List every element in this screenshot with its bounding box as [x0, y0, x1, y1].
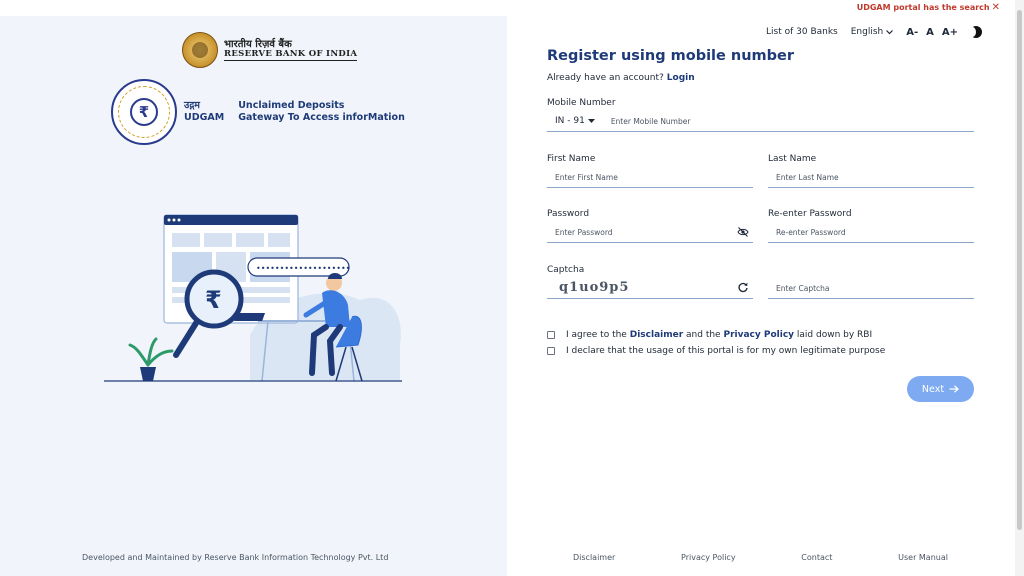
udgam-emblem-icon [111, 79, 177, 145]
country-code-value: IN - 91 [555, 116, 585, 126]
first-name-field [547, 167, 753, 188]
mobile-number-group [547, 111, 974, 132]
disclaimer-link[interactable]: Disclaimer [629, 330, 684, 340]
footer-link-contact[interactable]: Contact [801, 553, 833, 562]
arrow-right-icon [949, 385, 959, 393]
language-select[interactable] [851, 27, 894, 37]
rbi-name-english: RESERVE BANK OF INDIA [224, 49, 358, 60]
privacy-policy-link[interactable]: Privacy Policy [723, 330, 795, 340]
agree-checkbox-row [547, 330, 872, 340]
caret-down-icon [588, 119, 595, 123]
password-label: Password [547, 209, 590, 219]
footer-link-privacy[interactable]: Privacy Policy [681, 553, 736, 562]
footer-link-disclaimer[interactable]: Disclaimer [573, 553, 616, 562]
declare-checkbox[interactable] [547, 347, 555, 355]
footer-link-user-manual[interactable]: User Manual [898, 553, 948, 562]
last-name-field [768, 167, 974, 188]
last-name-label: Last Name [768, 154, 817, 164]
footer-links [573, 553, 948, 562]
captcha-field [768, 278, 974, 299]
refresh-icon[interactable] [737, 281, 749, 293]
agree-suffix: laid down by RBI [796, 330, 873, 340]
chevron-down-icon [886, 30, 893, 35]
page-title: Register using mobile number [547, 48, 795, 64]
scrollbar-thumb[interactable] [1017, 10, 1022, 530]
captcha-display [547, 277, 753, 299]
magnifier-rupee-icon: ₹ [205, 286, 222, 314]
agree-mid: and the [686, 330, 721, 340]
next-button-label: Next [921, 383, 945, 395]
last-name-input[interactable] [768, 167, 974, 187]
next-button[interactable] [907, 376, 974, 402]
password-input[interactable] [547, 222, 753, 242]
tagline-line1: Unclaimed Deposits [238, 99, 345, 111]
announcement-ticker [857, 0, 1000, 16]
list-of-banks-link[interactable]: List of 30 Banks [766, 27, 838, 37]
captcha-label: Captcha [547, 265, 585, 275]
login-prompt-text: Already have an account? [547, 73, 664, 83]
login-prompt [547, 73, 695, 83]
declare-checkbox-row [547, 346, 885, 356]
captcha-image-text: q1uo9p5 [559, 280, 630, 295]
rbi-seal-icon [182, 32, 218, 68]
first-name-input[interactable] [547, 167, 753, 187]
reenter-password-label: Re-enter Password [768, 209, 852, 219]
password-field [547, 222, 753, 243]
udgam-name-hindi: उद्गम [184, 99, 200, 111]
udgam-logo [111, 79, 405, 145]
agree-prefix: I agree to the [566, 330, 627, 340]
dark-mode-toggle-icon[interactable] [970, 26, 982, 38]
captcha-input[interactable] [768, 278, 974, 298]
mobile-number-label: Mobile Number [547, 98, 616, 108]
font-increase-button[interactable]: A+ [941, 26, 959, 38]
declare-text: I declare that the usage of this portal is for my own legitimate purpose [566, 346, 886, 356]
reenter-password-input[interactable] [768, 222, 974, 242]
page-scrollbar[interactable] [1015, 0, 1024, 576]
close-icon[interactable]: ✕ [991, 2, 1000, 13]
language-label: English [850, 27, 884, 37]
mobile-number-input[interactable] [595, 111, 974, 131]
hero-illustration [100, 195, 406, 385]
rbi-name-hindi: भारतीय रिज़र्व बैंक [224, 38, 292, 50]
rupee-icon: ₹ [130, 98, 158, 126]
top-navigation [766, 26, 982, 38]
ticker-text: UDGAM portal has the search [856, 3, 990, 12]
tagline-line2: Gateway To Access inforMation [238, 112, 405, 123]
first-name-label: First Name [547, 154, 596, 164]
reenter-password-field [768, 222, 974, 243]
rbi-logo [182, 32, 357, 68]
country-code-select[interactable] [547, 116, 595, 126]
password-dots: •••••••••••••••••••• [256, 264, 351, 273]
agree-checkbox[interactable] [547, 331, 555, 339]
developer-credit: Developed and Maintained by Reserve Bank Information Technology Pvt. Ltd [82, 553, 389, 562]
font-normal-button[interactable]: A [926, 26, 934, 38]
login-link[interactable]: Login [666, 73, 695, 83]
eye-slash-icon[interactable] [737, 226, 749, 238]
font-decrease-button[interactable]: A- [906, 26, 919, 38]
udgam-name-english: UDGAM [184, 112, 225, 123]
